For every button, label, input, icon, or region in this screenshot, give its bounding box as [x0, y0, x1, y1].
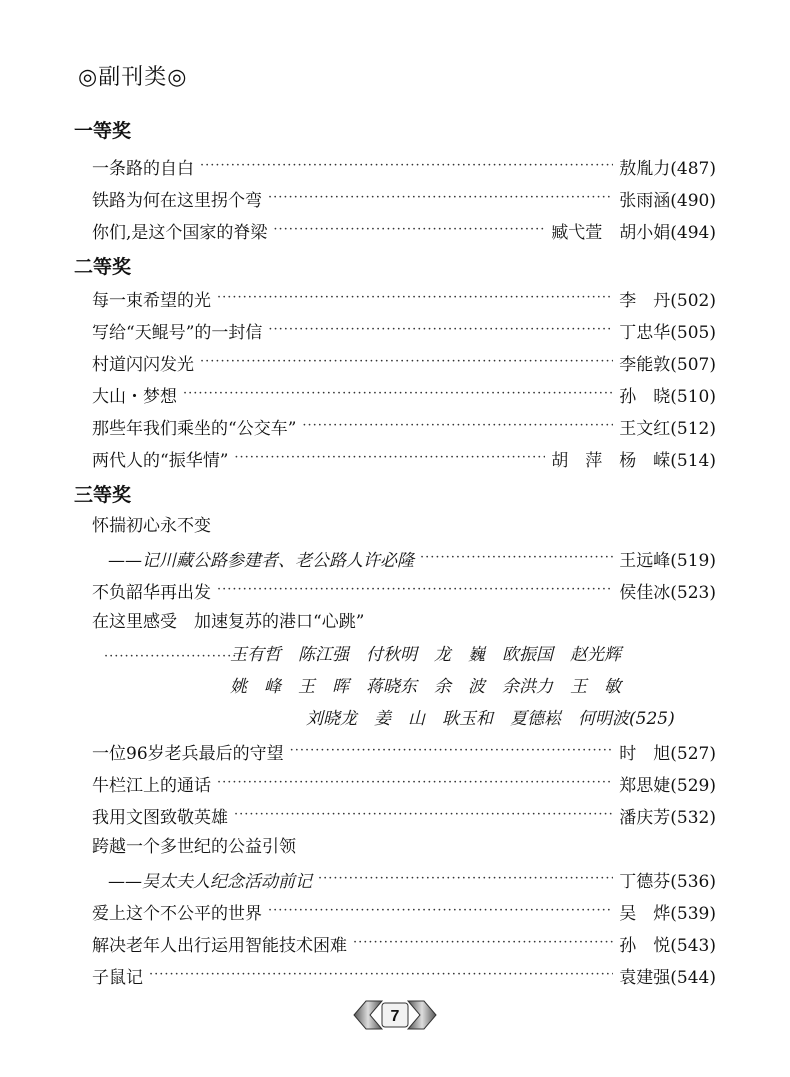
toc-entry[interactable] — [92, 801, 716, 829]
entry-title: 你们,是这个国家的脊梁 — [92, 222, 268, 243]
entry-author: 时 旭(527) — [619, 743, 716, 764]
leader-dots: ···························· — [104, 649, 248, 664]
toc-entry[interactable] — [108, 544, 716, 572]
leader-dots — [217, 576, 613, 604]
entry-author: 吴 烨(539) — [619, 903, 716, 924]
leader-dots — [217, 284, 613, 312]
category-first-prize: 一等奖 — [74, 120, 132, 142]
entry-title: 那些年我们乘坐的“公交车” — [92, 418, 297, 439]
entry-title: 一位96岁老兵最后的守望 — [92, 743, 284, 764]
leader-dots — [183, 380, 613, 408]
leader-dots — [290, 737, 614, 765]
entry-subtitle: ——记川藏公路参建者、老公路人许必隆 — [108, 550, 414, 571]
leader-dots — [268, 316, 613, 344]
entry-authors: 王有哲 陈江强 付秋明 龙 巍 欧振国 赵光辉 — [230, 645, 621, 665]
entry-author: 张雨涵(490) — [619, 190, 716, 211]
entry-author: 王文红(512) — [619, 418, 716, 439]
entry-title[interactable]: 跨越一个多世纪的公益引领 — [92, 837, 296, 857]
entry-title: 子鼠记 — [92, 967, 143, 988]
toc-entry[interactable] — [92, 348, 716, 376]
toc-entry[interactable] — [92, 152, 716, 180]
entry-author: 李能敦(507) — [619, 354, 716, 375]
toc-entry[interactable] — [92, 444, 716, 472]
toc-entry[interactable] — [92, 380, 716, 408]
leader-dots — [353, 929, 613, 957]
category-third-prize: 三等奖 — [74, 484, 132, 506]
entry-title: 爱上这个不公平的世界 — [92, 903, 262, 924]
entry-author: 郑思婕(529) — [619, 775, 716, 796]
leader-dots — [268, 184, 613, 212]
leader-dots — [318, 865, 613, 893]
entry-title: 村道闪闪发光 — [92, 354, 194, 375]
entry-title: 牛栏江上的通话 — [92, 775, 211, 796]
entry-subtitle: ——吴太夫人纪念活动前记 — [108, 871, 312, 892]
entry-title: 不负韶华再出发 — [92, 582, 211, 603]
toc-entry[interactable] — [108, 865, 716, 893]
leader-dots — [273, 216, 545, 244]
entry-title: 两代人的“振华情” — [92, 450, 229, 471]
section-title: ◎副刊类◎ — [78, 65, 188, 90]
entry-title: 大山・梦想 — [92, 386, 177, 407]
leader-dots — [149, 961, 613, 989]
toc-entry[interactable] — [92, 737, 716, 765]
toc-entry[interactable] — [92, 284, 716, 312]
page-number: 7 — [390, 1008, 400, 1025]
leader-dots — [234, 444, 545, 472]
entry-author: 胡 萍 杨 嵘(514) — [551, 450, 716, 471]
leader-dots — [234, 801, 613, 829]
entry-author: 侯佳冰(523) — [619, 582, 716, 603]
entry-title: 每一束希望的光 — [92, 290, 211, 311]
right-chevron-icon — [408, 1001, 436, 1029]
entry-author: 敖胤力(487) — [619, 158, 716, 179]
entry-title: 写给“天鲲号”的一封信 — [92, 322, 263, 343]
entry-authors: 姚 峰 王 晖 蒋晓东 余 波 余洪力 王 敏 — [230, 677, 621, 697]
entry-author: 丁德芬(536) — [619, 871, 716, 892]
toc-entry[interactable] — [92, 184, 716, 212]
entry-title: 一条路的自白 — [92, 158, 194, 179]
entry-author: 孙 悦(543) — [619, 935, 716, 956]
entry-title[interactable]: 怀揣初心永不变 — [92, 516, 211, 536]
entry-author: 丁忠华(505) — [619, 322, 716, 343]
toc-entry[interactable] — [92, 576, 716, 604]
category-second-prize: 二等奖 — [74, 256, 132, 278]
toc-entry[interactable] — [92, 412, 716, 440]
leader-dots — [200, 152, 613, 180]
toc-entry[interactable] — [92, 961, 716, 989]
entry-title: 我用文图致敬英雄 — [92, 807, 228, 828]
entry-authors: 刘晓龙 姜 山 耿玉和 夏德崧 何明波(525) — [306, 709, 675, 729]
entry-author: 王远峰(519) — [619, 550, 716, 571]
entry-title[interactable]: 在这里感受 加速复苏的港口“心跳” — [92, 612, 365, 632]
leader-dots — [268, 897, 613, 925]
toc-entry[interactable] — [92, 897, 716, 925]
entry-author: 潘庆芳(532) — [619, 807, 716, 828]
page-number-badge — [352, 998, 438, 1032]
entry-title: 解决老年人出行运用智能技术困难 — [92, 935, 347, 956]
leader-dots — [420, 544, 613, 572]
entry-author: 袁建强(544) — [619, 967, 716, 988]
entry-author: 李 丹(502) — [619, 290, 716, 311]
toc-entry[interactable] — [92, 769, 716, 797]
entry-title: 铁路为何在这里拐个弯 — [92, 190, 262, 211]
toc-entry[interactable] — [92, 929, 716, 957]
toc-entry[interactable] — [92, 216, 716, 244]
entry-author: 孙 晓(510) — [619, 386, 716, 407]
toc-entry[interactable] — [92, 316, 716, 344]
entry-author: 臧弋萱 胡小娟(494) — [551, 222, 716, 243]
leader-dots — [217, 769, 613, 797]
left-chevron-icon — [354, 1001, 382, 1029]
leader-dots — [302, 412, 613, 440]
leader-dots — [200, 348, 613, 376]
